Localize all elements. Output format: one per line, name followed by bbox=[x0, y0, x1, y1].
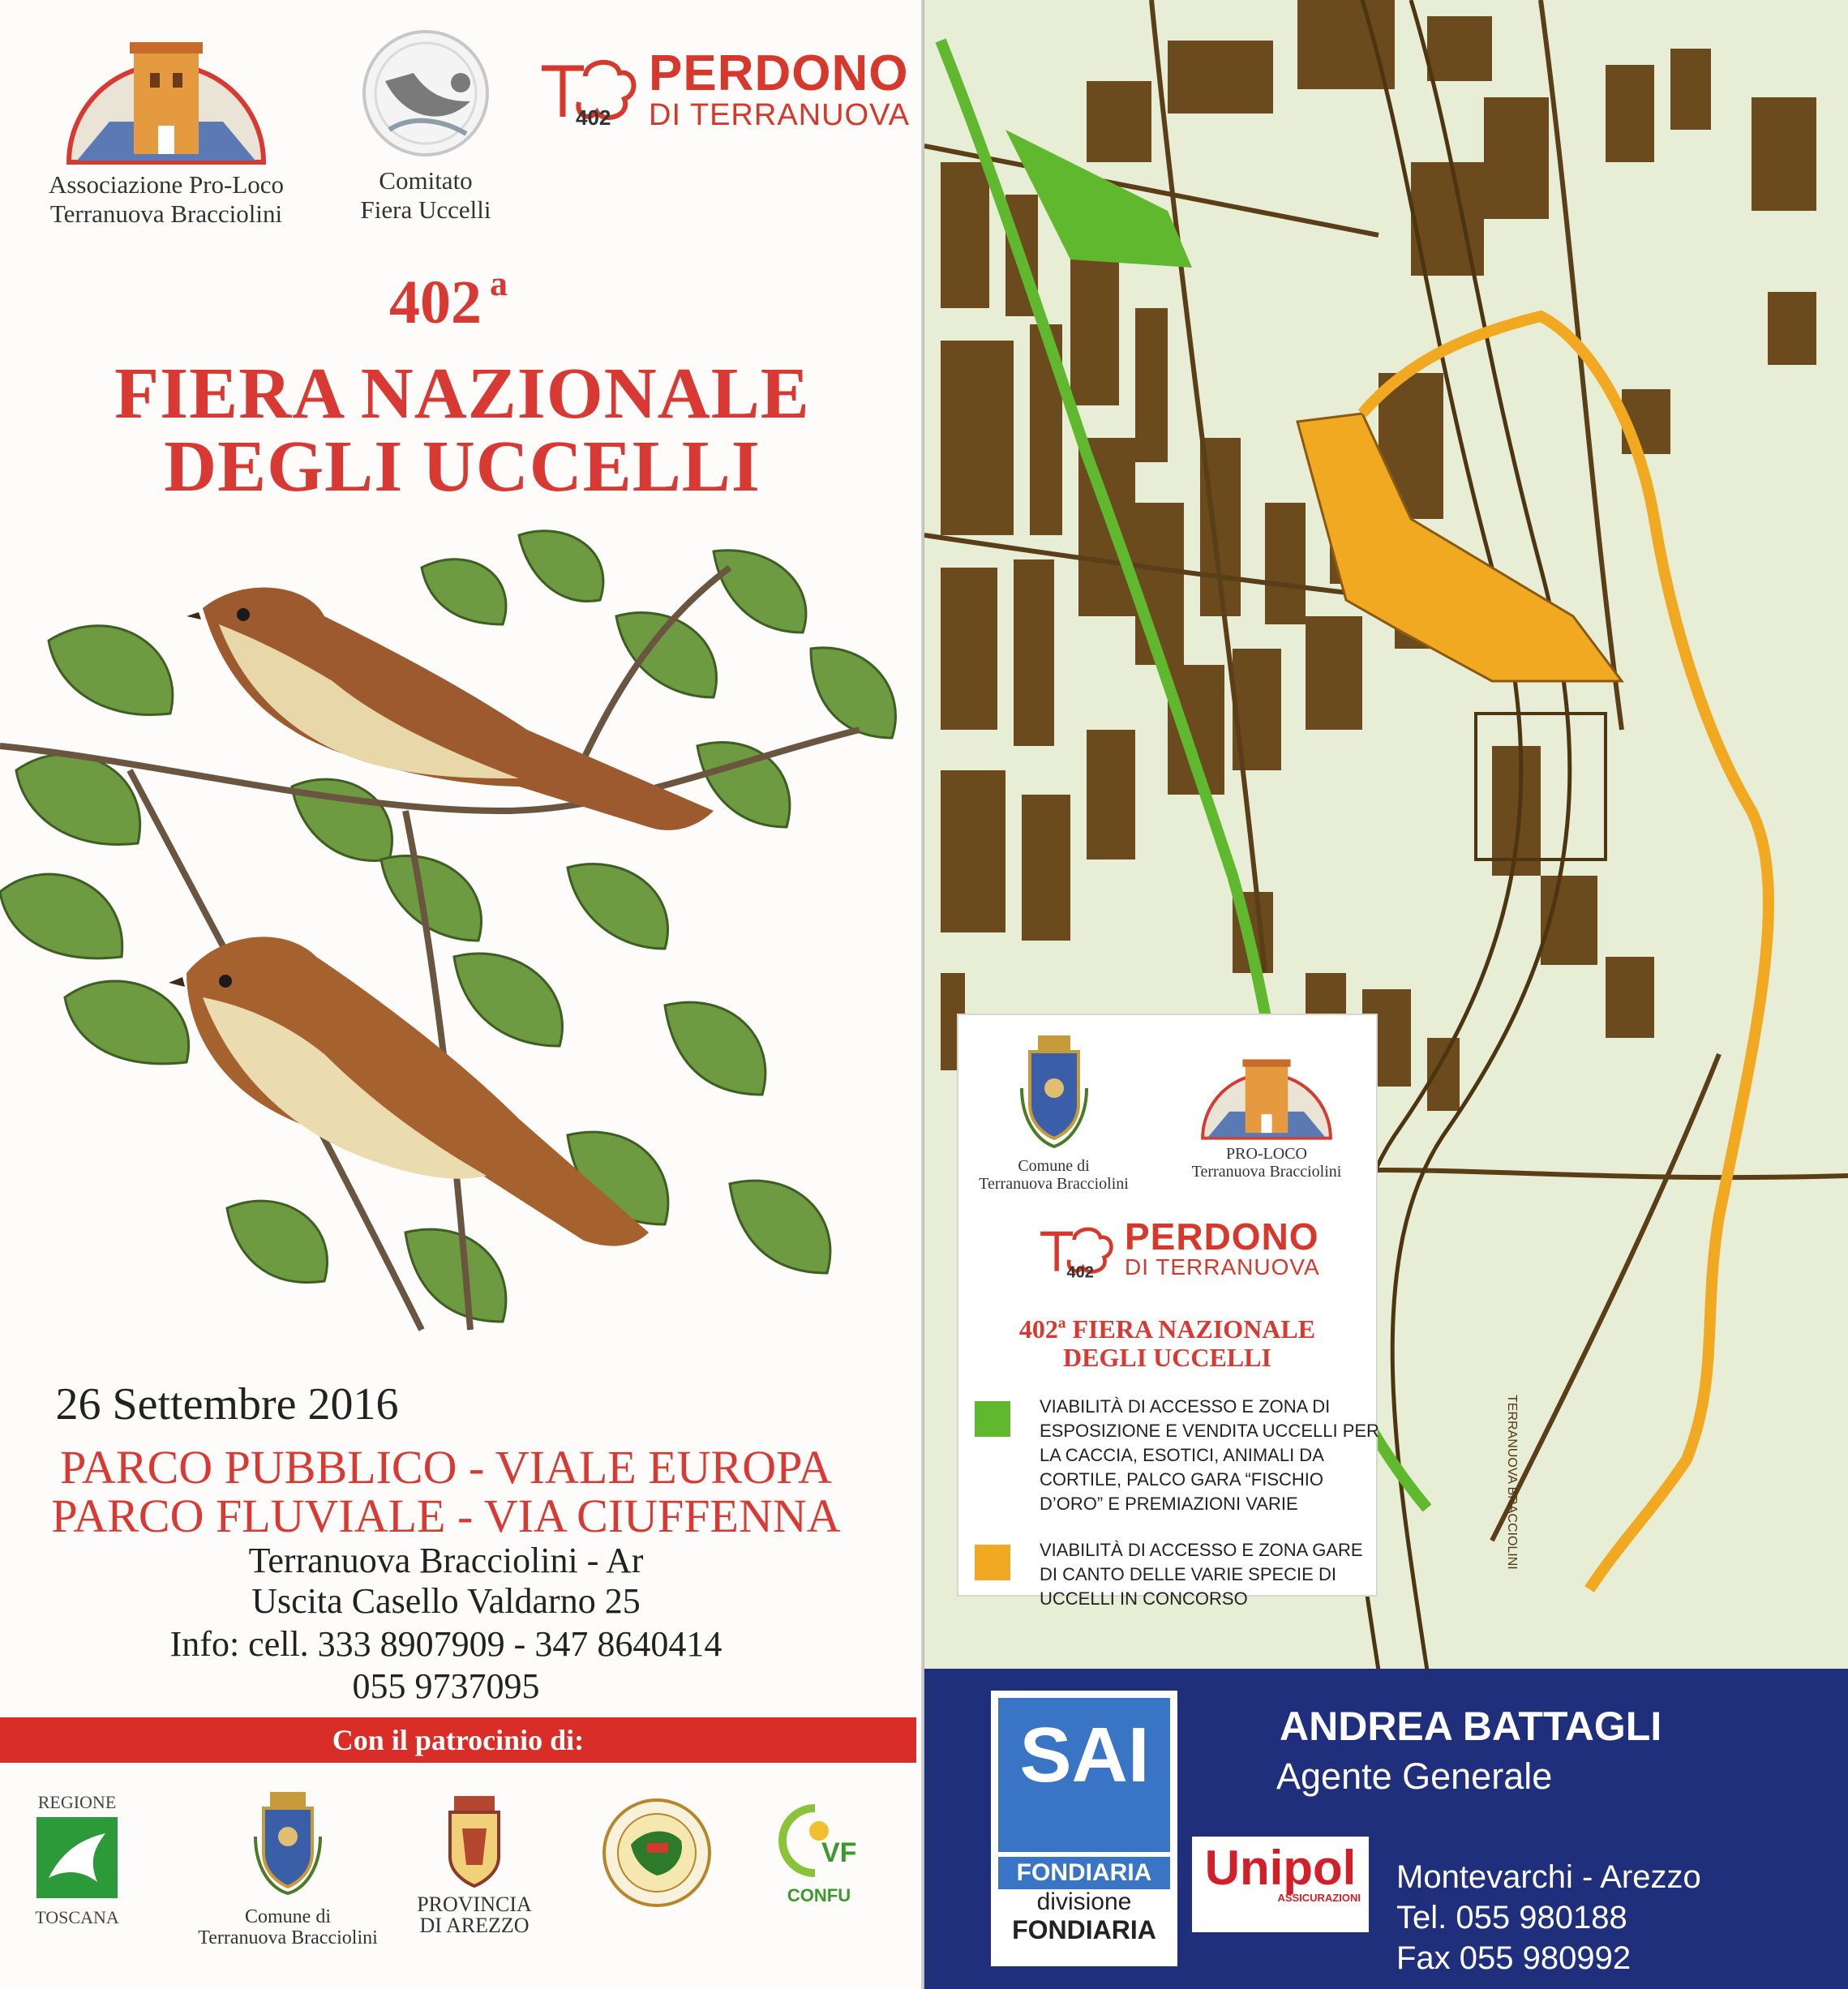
agent-name: ANDREA BATTAGLI bbox=[1280, 1704, 1662, 1749]
legend-perdono-mark-icon bbox=[1035, 1221, 1117, 1281]
divisione-fondiaria-text: FONDIARIA bbox=[1012, 1915, 1156, 1944]
comune-caption-2: Terranuova Bracciolini bbox=[198, 1927, 378, 1948]
legend-tower-emblem-icon bbox=[1186, 1048, 1348, 1141]
confu-caption: CONFU bbox=[787, 1885, 851, 1905]
divisione-text: divisione bbox=[1036, 1888, 1132, 1915]
unipol-text: Unipol bbox=[1204, 1841, 1357, 1895]
map-street-label: TERRANUOVA BRACCIOLINI bbox=[1505, 1395, 1519, 1570]
comitato-caption-1: Comitato bbox=[379, 166, 473, 195]
green-swatch bbox=[975, 1401, 1010, 1437]
event-date: 26 Settembre 2016 bbox=[55, 1379, 399, 1430]
venue-line-1: PARCO PUBBLICO - VIALE EUROPA bbox=[60, 1441, 832, 1494]
comune-crest-logo bbox=[195, 1788, 381, 1948]
bird-emblem-icon bbox=[357, 24, 495, 162]
event-title-line-1: FIERA NAZIONALE bbox=[114, 354, 810, 434]
provincia-caption-1: PROVINCIA bbox=[417, 1893, 532, 1916]
legend-title-line-2: DEGLI UCCELLI bbox=[1063, 1343, 1271, 1372]
federation-seal-icon bbox=[600, 1796, 714, 1910]
agent-role: Agente Generale bbox=[1276, 1755, 1553, 1797]
regione-toscana-logo bbox=[24, 1792, 130, 1928]
edition-number: 402 $^a$ bbox=[389, 264, 508, 337]
legend-perdono-line-2: DI TERRANUOVA bbox=[1125, 1254, 1320, 1280]
proloco-caption-2: Terranuova Bracciolini bbox=[49, 199, 283, 228]
legend-proloco-caption-1: PRO-LOCO bbox=[1225, 1145, 1307, 1163]
perdono-logo bbox=[576, 45, 910, 132]
pegasus-icon bbox=[32, 1813, 122, 1902]
legend-comune-logo bbox=[967, 1031, 1141, 1193]
highway-exit: Uscita Casello Valdarno 25 bbox=[251, 1581, 641, 1621]
agent-contacts bbox=[1396, 1857, 1701, 1978]
legend-green-text: VIABILITÀ DI ACCESSO E ZONA DI ESPOSIZIONE E VENDITA UCCELLI PER LA CACCIA, ESOTICI, ANIMALI DA CORTILE, PALCO GARA “FISCHIO D’ORO” E PREMIAZIONI VARIE bbox=[1040, 1396, 1379, 1514]
legend-proloco-logo bbox=[1173, 1048, 1360, 1181]
comune-crest-icon bbox=[247, 1788, 328, 1901]
venue-line-2: PARCO FLUVIALE - VIA CIUFFENNA bbox=[51, 1490, 841, 1542]
confu-logo bbox=[770, 1800, 868, 1906]
patronage-banner: Con il patrocinio di: bbox=[0, 1717, 916, 1763]
event-title-line-2: DEGLI UCCELLI bbox=[164, 427, 761, 507]
comitato-caption-2: Fiera Uccelli bbox=[360, 195, 491, 224]
lower-thrush bbox=[169, 937, 649, 1245]
map-legend bbox=[957, 1014, 1379, 1609]
tower-emblem-icon bbox=[45, 24, 288, 166]
provincia-crest-icon bbox=[438, 1792, 511, 1889]
orange-swatch bbox=[975, 1545, 1010, 1580]
info-landline: 055 9737095 bbox=[352, 1666, 540, 1706]
fidc-federation-logo bbox=[600, 1796, 714, 1914]
comitato-logo bbox=[332, 24, 519, 225]
legend-comune-crest-icon bbox=[1018, 1031, 1091, 1153]
town-address: Terranuova Bracciolini - Ar bbox=[248, 1541, 644, 1580]
comune-caption-1: Comune di bbox=[245, 1906, 331, 1927]
thrush-birds-illustration bbox=[0, 519, 915, 1362]
provincia-arezzo-logo bbox=[405, 1792, 543, 1936]
sai-logo-text: SAI bbox=[1019, 1712, 1150, 1798]
legend-proloco-caption-2: Terranuova Bracciolini bbox=[1191, 1163, 1342, 1181]
legend-title-line-1: 402ª FIERA NAZIONALE bbox=[1018, 1314, 1316, 1344]
agent-fax: Fax 055 980992 bbox=[1396, 1940, 1631, 1976]
unipol-logo bbox=[1192, 1837, 1369, 1932]
perdono-line-1: PERDONO bbox=[649, 45, 909, 101]
legend-perdono-line-1: PERDONO bbox=[1125, 1215, 1319, 1258]
legend-comune-caption-1: Comune di bbox=[1018, 1157, 1090, 1175]
toscana-label: TOSCANA bbox=[35, 1907, 119, 1927]
assicurazioni-text: ASSICURAZIONI bbox=[1277, 1892, 1361, 1904]
perdono-number: 402 bbox=[576, 105, 611, 130]
legend-orange-text: VIABILITÀ DI ACCESSO E ZONA GARE DI CANTO DELLE VARIE SPECIE DI UCCELLI IN CONCORSO bbox=[1040, 1540, 1363, 1609]
provincia-caption-2: DI AREZZO bbox=[419, 1914, 530, 1937]
agent-tel: Tel. 055 980188 bbox=[1396, 1900, 1627, 1935]
agent-city: Montevarchi - Arezzo bbox=[1396, 1859, 1701, 1895]
legend-perdono-logo bbox=[1066, 1215, 1320, 1281]
sai-fondiaria-text: FONDIARIA bbox=[998, 1857, 1170, 1889]
confu-ring-icon bbox=[774, 1800, 864, 1881]
proloco-logo bbox=[45, 24, 288, 229]
proloco-caption-1: Associazione Pro-Loco bbox=[48, 170, 285, 199]
perdono-mark-icon bbox=[535, 52, 641, 130]
info-phones: Info: cell. 333 8907909 - 347 8640414 bbox=[169, 1624, 722, 1664]
confu-letters: VF bbox=[821, 1837, 857, 1868]
perdono-line-2: DI TERRANUOVA bbox=[649, 98, 910, 132]
legend-perdono-number: 402 bbox=[1066, 1263, 1094, 1281]
regione-label: REGIONE bbox=[37, 1792, 117, 1812]
legend-comune-caption-2: Terranuova Bracciolini bbox=[979, 1175, 1129, 1193]
